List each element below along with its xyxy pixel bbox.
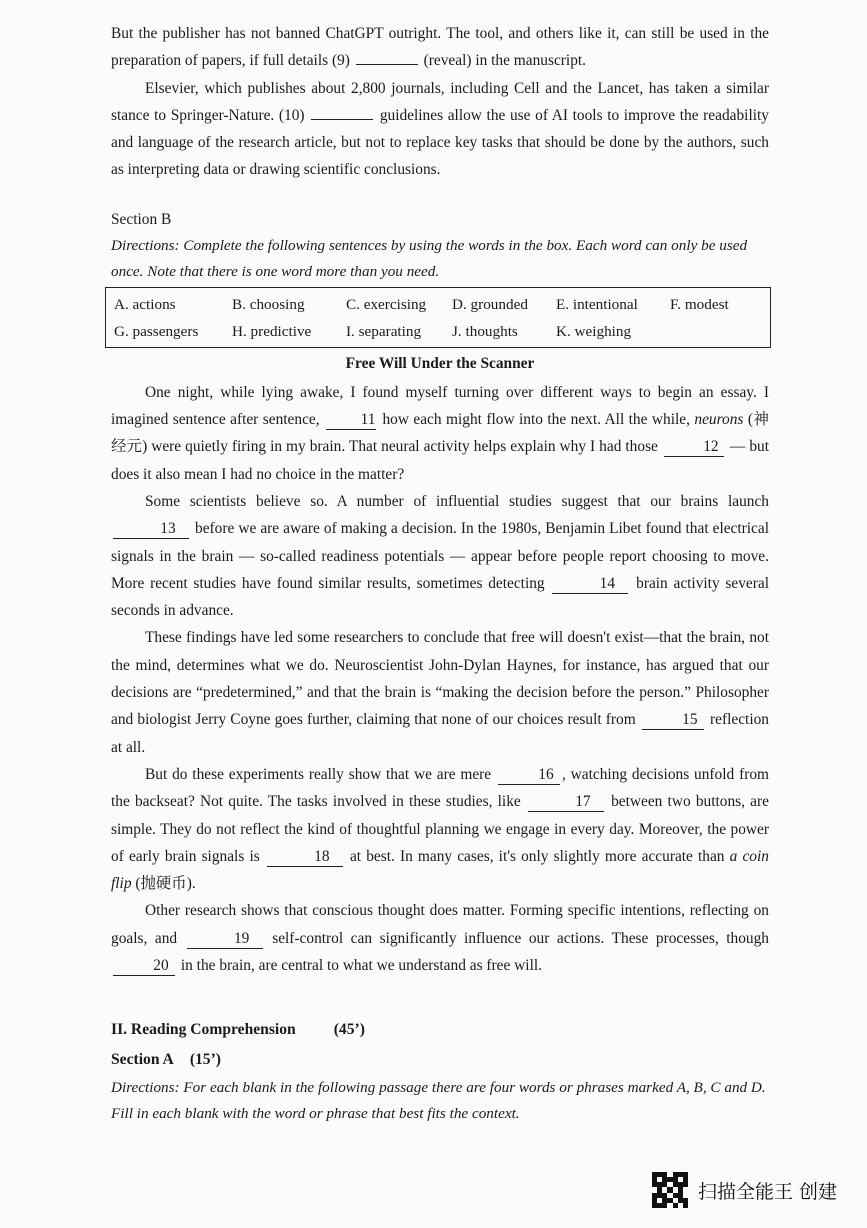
qr-code-icon	[652, 1172, 688, 1208]
text: Elsevier, which publishes about 2,800 journals, including Cell and the Lancet, has taken a similar stance to Springer-Nature. (10)	[111, 79, 769, 124]
word-option: C. exercising	[346, 295, 427, 313]
blank-11[interactable]: 11	[326, 411, 376, 430]
score-text: (45’)	[333, 1021, 365, 1039]
heading-text: II. Reading Comprehension	[111, 1021, 296, 1039]
word-option: F. modest	[670, 295, 729, 313]
text: Some scientists believe so. A number of influential studies suggest that our brains launch	[145, 492, 769, 510]
text: (reveal) in the manuscript.	[423, 52, 587, 70]
term-neurons: neurons	[694, 411, 744, 429]
word-option: E. intentional	[556, 295, 638, 313]
text: were quietly firing in my brain. That neural activity helps explain why I had those	[151, 438, 658, 456]
blank-17[interactable]: 17	[528, 793, 604, 812]
blank-9[interactable]	[356, 64, 418, 65]
text: at best. In many cases, it's only slightly more accurate than	[349, 847, 725, 865]
text: self-control can significantly influence our actions. These processes, though	[272, 929, 770, 947]
word-option: K. weighing	[556, 322, 632, 340]
paragraph-part1-2	[111, 75, 769, 184]
score-text: (15’)	[189, 1051, 221, 1069]
section-b-title: Section B	[111, 210, 172, 228]
document-page	[111, 20, 769, 1127]
word-box	[105, 287, 771, 348]
blank-20[interactable]: 20	[113, 957, 175, 976]
blank-19[interactable]: 19	[187, 930, 263, 949]
text: between two buttons, are simple. They do not reflect the kind of thoughtful planning we engage in every day. Moreover, the power of early brain signals is	[111, 793, 769, 865]
text: brain activity several seconds in advance.	[111, 574, 769, 620]
chinese-gloss: (抛硬币).	[135, 875, 196, 893]
blank-16[interactable]: 16	[498, 766, 560, 785]
text: before we are aware of making a decision. In the 1980s, Benjamin Libet found that electrical signals in the brain — so-called readiness potentials — appear before people report choosing to move. More recent studies have found similar results, sometimes detecting	[111, 520, 769, 592]
blank-10[interactable]	[311, 119, 373, 120]
word-option: H. predictive	[232, 322, 312, 340]
section-a-heading	[111, 1045, 769, 1075]
text: Other research shows that conscious thought does matter. Forming specific intentions, reflecting on goals, and	[111, 902, 769, 947]
word-option: J. thoughts	[452, 322, 518, 340]
text: — but does it also mean I had no choice in the matter?	[111, 438, 769, 483]
word-option: B. choosing	[232, 295, 305, 313]
text: , watching decisions unfold from the backseat? Not quite. The tasks involved in these studies, like	[111, 765, 769, 811]
text: how each might flow into the next. All the while,	[382, 411, 690, 429]
paragraph-part1-1	[111, 20, 769, 75]
text: But do these experiments really show that we are mere	[145, 765, 492, 783]
text: in the brain, are central to what we understand as free will.	[180, 957, 542, 975]
word-option: G. passengers	[114, 322, 199, 340]
blank-18[interactable]: 18	[267, 848, 343, 867]
text: But the publisher has not banned ChatGPT outright. The tool, and others like it, can still be used in the preparation of papers, if full details (9)	[111, 25, 769, 70]
passage-paragraph-1	[111, 379, 769, 488]
text: These findings have led some researchers to conclude that free will doesn't exist—that the brain, not the mind, determines what we do. Neuroscientist John-Dylan Haynes, for instance, has argued that our decisions are “predetermined,” and that the brain is “making the decision before the person.” Philosopher and biologist Jerry Coyne goes further, claiming that none of our choices result from	[111, 629, 769, 729]
passage-paragraph-4	[111, 761, 769, 897]
text: guidelines allow the use of AI tools to improve the readability and language of the research article, but not to replace key tasks that should be done by the authors, such as interpreting data or drawing scientific conclusions.	[111, 106, 769, 179]
passage-paragraph-3	[111, 624, 769, 760]
blank-13[interactable]: 13	[113, 520, 189, 539]
part-two-heading	[111, 1015, 769, 1045]
passage-paragraph-2	[111, 488, 769, 624]
blank-14[interactable]: 14	[552, 575, 628, 594]
word-option: I. separating	[346, 322, 422, 340]
word-option: A. actions	[114, 295, 176, 313]
text: One night, while lying awake, I found myself turning over different ways to begin an essay. I imagined sentence after sentence,	[111, 383, 769, 429]
chinese-gloss: (神经元)	[111, 411, 769, 456]
scanner-watermark	[652, 1172, 837, 1208]
word-option: D. grounded	[452, 295, 528, 313]
blank-12[interactable]: 12	[664, 438, 724, 457]
passage-paragraph-5	[111, 897, 769, 979]
text: reflection at all.	[111, 711, 769, 756]
section-b-directions: Directions: Complete the following sentences by using the words in the box. Each word can only be used once. Note that there is one word more than you need.	[111, 236, 748, 280]
heading-text: Section A	[111, 1051, 174, 1069]
term-coin-flip: a coin flip	[111, 847, 769, 893]
watermark-text: 扫描全能王 创建	[698, 1180, 838, 1203]
passage-title: Free Will Under the Scanner	[345, 354, 535, 372]
section-a-directions: Directions: For each blank in the following passage there are four words or phrases marked A, B, C and D. Fill in each blank with the word or phrase that best fits the context.	[111, 1079, 766, 1123]
blank-15[interactable]: 15	[642, 711, 704, 730]
